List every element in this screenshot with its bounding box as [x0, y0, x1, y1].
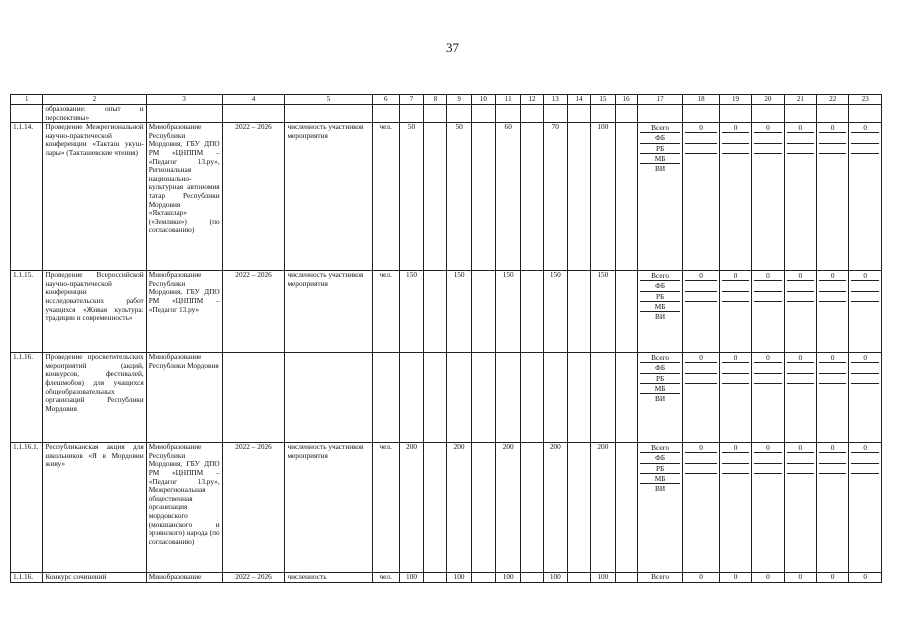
table-row	[11, 353, 882, 443]
funding-blank	[722, 363, 749, 373]
indicator-value	[567, 353, 590, 443]
indicator-value	[615, 123, 637, 271]
indicator-value	[471, 353, 495, 443]
indicator-value	[471, 271, 495, 353]
funding-blank	[851, 302, 879, 311]
column-number: 18	[683, 95, 719, 105]
executor: Минобразование Республики Мордовия, ГБУ ДПО РМ «ЦНППМ – «Педагог 13.ру», Региональная национально-культурная автономия татар Республики Мордовия «Якташлар» («Земляки») (по согласованию)	[146, 123, 222, 271]
indicator-value: 150	[399, 271, 423, 353]
indicator-value	[521, 271, 543, 353]
unit: чел.	[372, 443, 399, 573]
funding-amount-list	[722, 271, 749, 311]
funding-blank	[685, 281, 716, 291]
funding-blank	[819, 154, 846, 163]
indicator-value	[521, 123, 543, 271]
funding-total: 0	[787, 123, 814, 133]
column-number: 12	[521, 95, 543, 105]
indicator-value: 100	[496, 573, 521, 583]
funding-blank	[851, 133, 879, 143]
funding-amount-list	[851, 443, 879, 483]
funding-source: РБ	[640, 292, 681, 302]
activity-name: Проведение просветительских мероприятий (акций, конкурсов, фестивалей, флешмобов) для учащихся общеобразовательных организаций Республики Мордовия	[43, 353, 146, 443]
indicator-value	[447, 353, 471, 443]
funding-total: 0	[787, 271, 814, 281]
funding-total: 0	[685, 353, 716, 363]
funding-total: 0	[754, 353, 781, 363]
funding-blank	[851, 464, 879, 474]
continuation-text: образование: опыт и перспективы»	[43, 105, 146, 123]
funding-total: 0	[784, 573, 816, 583]
funding-total: 0	[685, 271, 716, 281]
funding-blank	[685, 292, 716, 302]
funding-amount	[784, 353, 816, 443]
indicator: численность участников мероприятия	[285, 123, 372, 271]
funding-total: 0	[722, 271, 749, 281]
continuation-row	[11, 105, 882, 123]
funding-amount-list	[722, 123, 749, 163]
funding-total: 0	[817, 573, 849, 583]
unit: чел.	[372, 271, 399, 353]
funding-blank	[787, 154, 814, 163]
executor: Минобразование Республики Мордовия, ГБУ ДПО РМ «ЦНППМ – «Педагог 13.ру»	[146, 271, 222, 353]
funding-blank	[722, 374, 749, 384]
period: 2022 – 2026	[222, 443, 285, 573]
activity-name: Проведение Всероссийской научно-практической конференции исследовательских работ учащихся «Живая культура: традиции и современность»	[43, 271, 146, 353]
funding-blank	[722, 474, 749, 483]
funding-amount	[817, 271, 849, 353]
funding-amount	[849, 353, 882, 443]
column-number: 7	[399, 95, 423, 105]
indicator-value	[615, 353, 637, 443]
funding-blank	[754, 154, 781, 163]
funding-amount	[817, 353, 849, 443]
indicator-value	[424, 271, 447, 353]
indicator-value	[424, 353, 447, 443]
funding-total: 0	[754, 443, 781, 453]
indicator-value	[567, 123, 590, 271]
funding-amount-list	[685, 123, 716, 163]
indicator-value	[567, 573, 590, 583]
funding-blank	[819, 292, 846, 302]
funding-blank	[685, 133, 716, 143]
funding-blank	[819, 474, 846, 483]
funding-blank	[754, 292, 781, 302]
column-number: 13	[543, 95, 567, 105]
funding-source: ВИ	[655, 484, 666, 494]
column-number: 21	[784, 95, 816, 105]
table-row	[11, 443, 882, 573]
funding-total: 0	[754, 271, 781, 281]
funding-blank	[787, 374, 814, 384]
funding-source: Всего	[637, 573, 683, 583]
funding-amount	[817, 443, 849, 573]
funding-blank	[754, 144, 781, 154]
funding-blank	[787, 302, 814, 311]
funding-blank	[787, 384, 814, 393]
column-number: 23	[849, 95, 882, 105]
indicator-value	[567, 271, 590, 353]
funding-blank	[787, 464, 814, 474]
funding-total: 0	[685, 443, 716, 453]
funding-blank	[754, 281, 781, 291]
funding-blank	[754, 363, 781, 373]
funding-amount-list	[754, 123, 781, 163]
indicator-value	[471, 123, 495, 271]
indicator-value	[521, 443, 543, 573]
funding-source: МБ	[640, 384, 681, 394]
funding-amount-list	[819, 353, 846, 393]
funding-amount	[849, 271, 882, 353]
funding-total: 0	[819, 353, 846, 363]
indicator-value	[567, 443, 590, 573]
period	[222, 353, 285, 443]
funding-blank	[851, 292, 879, 302]
funding-amount	[817, 123, 849, 271]
funding-sources	[637, 353, 683, 443]
funding-amount-list	[851, 271, 879, 311]
funding-amount-list	[787, 271, 814, 311]
funding-total: 0	[754, 123, 781, 133]
executor: Минобразование Республики Мордовия	[146, 353, 222, 443]
funding-blank	[722, 292, 749, 302]
indicator-value: 100	[591, 123, 615, 271]
funding-amount	[719, 353, 751, 443]
funding-total: 0	[722, 353, 749, 363]
period: 2022 – 2026	[222, 123, 285, 271]
funding-total: 0	[722, 123, 749, 133]
unit: чел.	[372, 573, 399, 583]
funding-source: РБ	[640, 464, 681, 474]
column-number: 9	[447, 95, 471, 105]
funding-source: РБ	[640, 374, 681, 384]
funding-total: 0	[851, 443, 879, 453]
funding-blank	[754, 453, 781, 463]
funding-blank	[851, 453, 879, 463]
funding-blank	[685, 384, 716, 393]
row-number: 1.1.16.	[11, 353, 43, 443]
funding-amount	[683, 443, 719, 573]
indicator-value: 50	[447, 123, 471, 271]
funding-source: МБ	[640, 154, 681, 164]
indicator: численность участников мероприятия	[285, 443, 372, 573]
funding-amount	[784, 123, 816, 271]
funding-amount	[784, 443, 816, 573]
table-row	[11, 123, 882, 271]
funding-total: 0	[819, 443, 846, 453]
funding-blank	[754, 374, 781, 384]
funding-source: ФБ	[640, 281, 681, 291]
column-number: 19	[719, 95, 751, 105]
funding-amount-list	[819, 443, 846, 483]
indicator-value	[521, 353, 543, 443]
indicator-value	[615, 271, 637, 353]
funding-amount	[719, 123, 751, 271]
funding-blank	[787, 281, 814, 291]
funding-total: 0	[722, 443, 749, 453]
funding-amount-list	[819, 271, 846, 311]
row-number: 1.1.14.	[11, 123, 43, 271]
unit	[372, 353, 399, 443]
table-row	[11, 271, 882, 353]
column-number: 11	[496, 95, 521, 105]
indicator-value: 100	[543, 573, 567, 583]
indicator-value: 60	[496, 123, 521, 271]
funding-total: 0	[819, 123, 846, 133]
funding-blank	[722, 453, 749, 463]
column-number: 4	[222, 95, 285, 105]
funding-blank	[754, 464, 781, 474]
column-number: 3	[146, 95, 222, 105]
funding-blank	[754, 384, 781, 393]
funding-amount-list	[722, 353, 749, 393]
indicator-value: 50	[399, 123, 423, 271]
funding-amount	[683, 353, 719, 443]
funding-blank	[819, 281, 846, 291]
indicator-value: 150	[591, 271, 615, 353]
funding-total: 0	[851, 353, 879, 363]
unit: чел.	[372, 123, 399, 271]
funding-blank	[787, 363, 814, 373]
column-number: 1	[11, 95, 43, 105]
funding-blank	[685, 464, 716, 474]
funding-source: ВИ	[655, 164, 666, 174]
row-number: 1.1.16.	[11, 573, 43, 583]
indicator-value	[424, 443, 447, 573]
indicator: численность	[285, 573, 372, 583]
funding-blank	[819, 302, 846, 311]
funding-source: МБ	[640, 302, 681, 312]
funding-blank	[819, 464, 846, 474]
activity-name: Проведение Межрегиональной научно-практической конференции «Такташ укушлары» (Такташевские чтения)	[43, 123, 146, 271]
funding-source: ФБ	[640, 363, 681, 373]
funding-amount	[683, 123, 719, 271]
funding-sources	[637, 123, 683, 271]
funding-blank	[851, 154, 879, 163]
funding-amount-list	[685, 443, 716, 483]
funding-blank	[685, 374, 716, 384]
funding-amount	[784, 271, 816, 353]
funding-amount-list	[754, 353, 781, 393]
indicator-value: 70	[543, 123, 567, 271]
funding-amount-list	[754, 443, 781, 483]
funding-amount	[849, 123, 882, 271]
period: 2022 – 2026	[222, 573, 285, 583]
funding-blank	[685, 144, 716, 154]
indicator-value: 200	[496, 443, 521, 573]
funding-blank	[787, 144, 814, 154]
activity-name: Конкурс сочинений	[43, 573, 146, 583]
funding-source: ФБ	[640, 133, 681, 143]
funding-blank	[819, 453, 846, 463]
funding-blank	[722, 302, 749, 311]
executor: Минобразование	[146, 573, 222, 583]
funding-blank	[851, 384, 879, 393]
funding-amount-list	[685, 271, 716, 311]
activity-name: Республиканская акция для школьников «Я в Мордовии живу»	[43, 443, 146, 573]
funding-total: 0	[685, 123, 716, 133]
indicator-value	[496, 353, 521, 443]
funding-blank	[851, 363, 879, 373]
funding-total: 0	[851, 123, 879, 133]
funding-total: 0	[819, 271, 846, 281]
funding-blank	[754, 474, 781, 483]
funding-blank	[787, 133, 814, 143]
column-number-row	[11, 95, 882, 105]
funding-blank	[685, 453, 716, 463]
indicator-value: 100	[591, 573, 615, 583]
funding-amount-list	[787, 353, 814, 393]
funding-source: Всего	[640, 443, 681, 453]
indicator-value: 200	[543, 443, 567, 573]
row-number: 1.1.16.1.	[11, 443, 43, 573]
column-number: 22	[817, 95, 849, 105]
funding-amount	[849, 443, 882, 573]
funding-total: 0	[851, 271, 879, 281]
funding-amount-list	[685, 353, 716, 393]
funding-total: 0	[719, 573, 751, 583]
column-number: 15	[591, 95, 615, 105]
page-number: 37	[446, 40, 459, 55]
indicator-value: 100	[447, 573, 471, 583]
funding-amount-list	[722, 443, 749, 483]
funding-amount	[752, 353, 784, 443]
funding-blank	[851, 281, 879, 291]
funding-source: Всего	[640, 353, 681, 363]
column-number: 10	[471, 95, 495, 105]
funding-blank	[754, 133, 781, 143]
indicator-value: 200	[399, 443, 423, 573]
funding-blank	[851, 144, 879, 154]
period: 2022 – 2026	[222, 271, 285, 353]
funding-blank	[685, 474, 716, 483]
column-number: 20	[752, 95, 784, 105]
funding-blank	[819, 363, 846, 373]
funding-amount	[752, 443, 784, 573]
funding-blank	[722, 154, 749, 163]
funding-blank	[819, 374, 846, 384]
funding-blank	[722, 133, 749, 143]
funding-amount-list	[819, 123, 846, 163]
funding-amount-list	[754, 271, 781, 311]
indicator-value: 100	[399, 573, 423, 583]
funding-total: 0	[787, 443, 814, 453]
column-number: 6	[372, 95, 399, 105]
column-number: 2	[43, 95, 146, 105]
indicator-value	[424, 573, 447, 583]
funding-amount-list	[787, 123, 814, 163]
funding-blank	[819, 144, 846, 154]
funding-source-list	[640, 123, 681, 173]
indicator-value	[471, 443, 495, 573]
funding-source: Всего	[640, 271, 681, 281]
funding-total: 0	[683, 573, 719, 583]
indicator-value	[543, 353, 567, 443]
indicator-value	[521, 573, 543, 583]
indicator-value	[424, 123, 447, 271]
indicator	[285, 353, 372, 443]
funding-blank	[685, 302, 716, 311]
column-number: 8	[424, 95, 447, 105]
funding-blank	[685, 363, 716, 373]
table-row	[11, 573, 882, 583]
column-number: 17	[637, 95, 683, 105]
indicator: численность участников мероприятия	[285, 271, 372, 353]
funding-total: 0	[752, 573, 784, 583]
funding-amount-list	[787, 443, 814, 483]
funding-source-list	[640, 443, 681, 493]
indicator-value	[615, 443, 637, 573]
indicator-value	[591, 353, 615, 443]
funding-source: Всего	[640, 123, 681, 133]
funding-source: ВИ	[655, 312, 666, 322]
funding-blank	[787, 453, 814, 463]
funding-sources	[637, 443, 683, 573]
funding-amount	[719, 443, 751, 573]
funding-total: 0	[849, 573, 882, 583]
funding-blank	[851, 374, 879, 384]
column-number: 5	[285, 95, 372, 105]
column-number: 14	[567, 95, 590, 105]
funding-source-list	[640, 353, 681, 403]
indicator-value: 200	[591, 443, 615, 573]
funding-source: МБ	[640, 474, 681, 484]
funding-blank	[754, 302, 781, 311]
funding-blank	[787, 292, 814, 302]
funding-amount	[683, 271, 719, 353]
indicator-value	[471, 573, 495, 583]
row-number: 1.1.15.	[11, 271, 43, 353]
funding-source: РБ	[640, 144, 681, 154]
funding-amount-list	[851, 123, 879, 163]
funding-amount	[752, 271, 784, 353]
funding-sources	[637, 271, 683, 353]
funding-blank	[722, 144, 749, 154]
indicator-value	[615, 573, 637, 583]
funding-amount	[719, 271, 751, 353]
funding-total: 0	[787, 353, 814, 363]
executor: Минобразование Республики Мордовия, ГБУ ДПО РМ «ЦНППМ – «Педагог 13.ру», Межрегиональная общественная организация мордовского (мокшанского и эрзянского) народа (по согласованию)	[146, 443, 222, 573]
funding-amount	[752, 123, 784, 271]
indicator-value: 150	[496, 271, 521, 353]
funding-source: ВИ	[655, 394, 666, 404]
column-number: 16	[615, 95, 637, 105]
funding-blank	[722, 464, 749, 474]
funding-source: ФБ	[640, 453, 681, 463]
indicator-value: 200	[447, 443, 471, 573]
funding-blank	[722, 384, 749, 393]
funding-amount-list	[851, 353, 879, 393]
funding-blank	[819, 133, 846, 143]
funding-blank	[685, 154, 716, 163]
funding-source-list	[640, 271, 681, 321]
indicator-value	[399, 353, 423, 443]
program-table	[10, 94, 882, 583]
indicator-value: 150	[447, 271, 471, 353]
funding-blank	[851, 474, 879, 483]
funding-blank	[722, 281, 749, 291]
funding-blank	[819, 384, 846, 393]
funding-blank	[787, 474, 814, 483]
indicator-value: 150	[543, 271, 567, 353]
